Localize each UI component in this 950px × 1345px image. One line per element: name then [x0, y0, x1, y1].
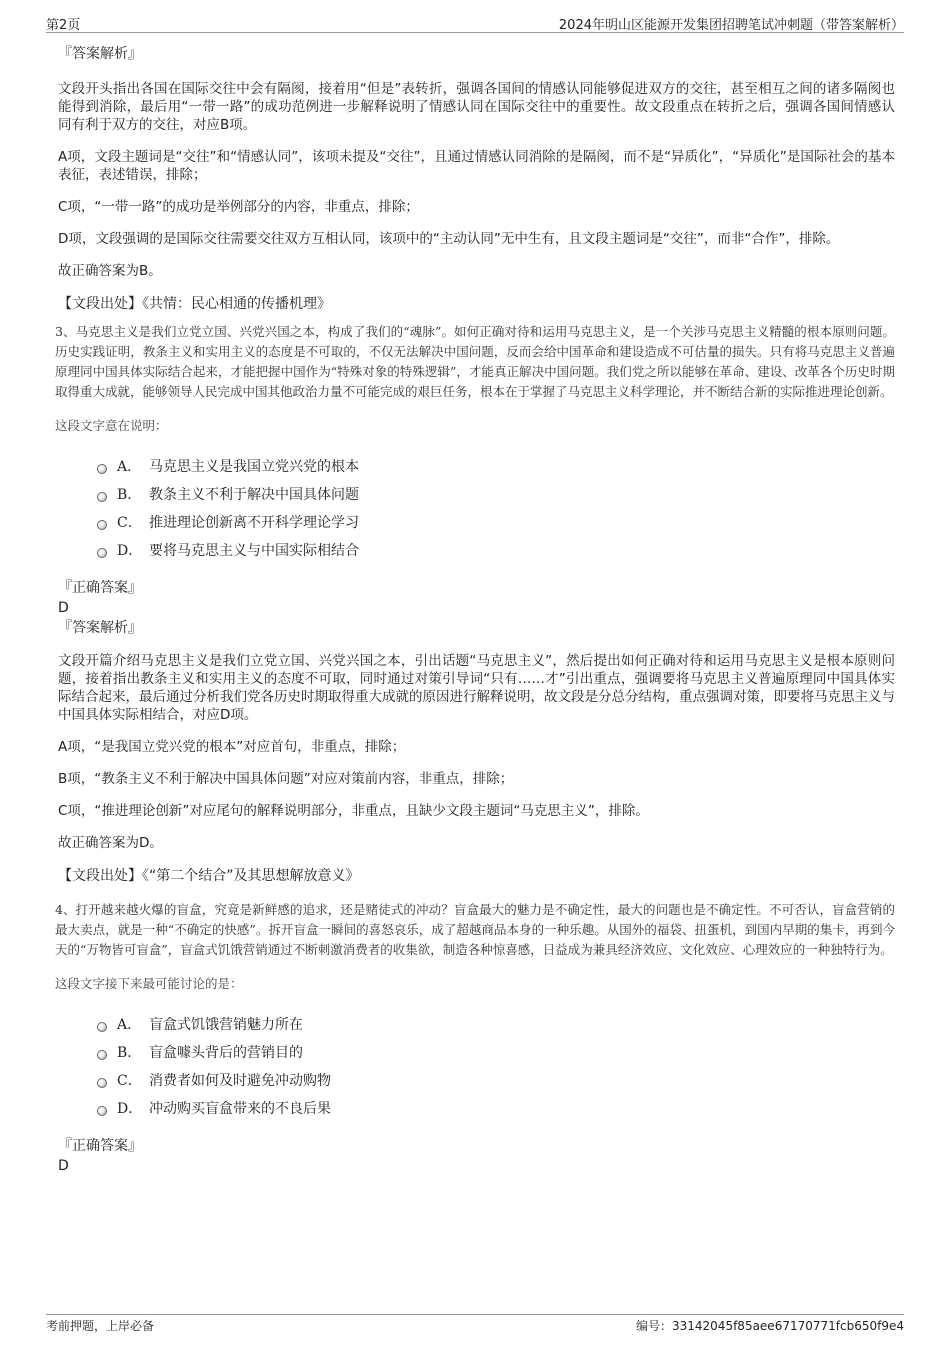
analysis-paragraph: 文段开篇介绍马克思主义是我们立党立国、兴党兴国之本，引出话题“马克思主义”，然后提出如何正确对待和运用马克思主义是根本原则问题，接着指出教条主义和实用主义的态度不可取，同时通过对策引导词“只有……才”引出重点，强调要将马克思主义普遍原理同中国具体实际结合起来，最后通过分析我们党各历史时期取得重大成就的原因进行解释说明，故文段是分总分结构，重点强调对策，即要将马克思主义与中国具体实际相结合，对应D项。 [58, 653, 895, 723]
option-text: 消费者如何及时避免冲动购物 [149, 1073, 331, 1089]
option-key: B． [117, 487, 142, 503]
question-3-text: 3、马克思主义是我们立党立国、兴党兴国之本，构成了我们的“魂脉”。如何正确对待和运用马克思主义，是一个关涉马克思主义精髓的根本原则问题。历史实践证明，教条主义和实用主义的态度是不可取的，不仅无法解决中国问题，反而会给中国革命和建设造成不可估量的损失。只有将马克思主义普遍原理同中国具体实际结合起来，才能把握中国作为“特殊对象的特殊逻辑”，才能真正解决中国问题。我们党之所以能够在革命、建设、改革各个历史时期取得重大成就，能够领导人民完成中国其他政治力量不可能完成的艰巨任务，根本在于掌握了马克思主义科学理论，并不断结合新的实际推进理论创新。 [55, 324, 895, 399]
radio-icon[interactable] [97, 1106, 107, 1116]
option-text: 教条主义不利于解决中国具体问题 [149, 487, 359, 503]
analysis-label: 『答案解析』 [58, 46, 142, 62]
option-key: D． [117, 543, 143, 559]
option-key: A． [117, 1017, 142, 1033]
page-number: 第2页 [46, 18, 81, 33]
option-a[interactable] [97, 452, 895, 480]
analysis-paragraph: 故正确答案为D。 [58, 835, 163, 851]
option-text: 冲动购买盲盒带来的不良后果 [149, 1101, 331, 1117]
option-key: B． [117, 1045, 142, 1061]
question-3-options [97, 452, 895, 564]
radio-icon[interactable] [97, 464, 107, 474]
option-key: C． [117, 1073, 142, 1089]
radio-icon[interactable] [97, 548, 107, 558]
page-footer [46, 1314, 904, 1335]
analysis-paragraph: C项，“一带一路”的成功是举例部分的内容，非重点，排除； [58, 199, 419, 215]
source-citation: 【文段出处】《“第二个结合”及其思想解放意义》 [58, 868, 360, 884]
option-d[interactable] [97, 536, 895, 564]
option-c[interactable] [97, 1066, 895, 1094]
option-key: D． [117, 1101, 143, 1117]
page-header [46, 12, 904, 33]
correct-answer: D [58, 1158, 69, 1174]
question-4-text: 4、打开越来越火爆的盲盒，究竟是新鲜感的追求，还是赌徒式的冲动？盲盒最大的魅力是不确定性，最大的问题也是不确定性。不可否认，盲盒营销的最大卖点，就是一种“不确定的快感”。拆开盲盒一瞬间的喜怒哀乐，成了超越商品本身的一种乐趣。从国外的福袋、扭蛋机，到国内早期的集卡，再到今天的“万物皆可盲盒”，盲盒式饥饿营销通过不断刺激消费者的收集欲，制造各种惊喜感，日益成为兼具经济效应、文化效应、心理效应的一种独特行为。 [55, 902, 895, 957]
analysis-paragraph: 故正确答案为B。 [58, 263, 162, 279]
option-text: 推进理论创新离不开科学理论学习 [149, 515, 359, 531]
option-text: 要将马克思主义与中国实际相结合 [149, 543, 359, 559]
option-d[interactable] [97, 1094, 895, 1122]
option-c[interactable] [97, 508, 895, 536]
analysis-paragraph: D项，文段强调的是国际交往需要交往双方互相认同，该项中的“主动认同”无中生有，且文段主题词是“交往”，而非“合作”，排除。 [58, 231, 840, 247]
option-key: C． [117, 515, 142, 531]
option-key: A． [117, 459, 142, 475]
analysis-paragraph: 文段开头指出各国在国际交往中会有隔阂，接着用“但是”表转折，强调各国间的情感认同能够促进双方的交往，甚至相互之间的诸多隔阂也能得到消除，最后用“一带一路”的成功范例进一步解释说明了情感认同在国际交往中的重要性。故文段重点在转折之后，强调各国间情感认同有利于双方的交往，对应B项。 [58, 81, 895, 133]
analysis-paragraph: A项，“是我国立党兴党的根本”对应首句，非重点，排除； [58, 739, 406, 755]
analysis-label: 『答案解析』 [58, 620, 142, 636]
correct-answer-label: 『正确答案』 [58, 1138, 142, 1154]
question-4-options [97, 1010, 895, 1122]
source-citation: 【文段出处】《共情：民心相通的传播机理》 [58, 296, 331, 312]
analysis-paragraph: B项，“教条主义不利于解决中国具体问题”对应对策前内容，非重点，排除； [58, 771, 514, 787]
document-id: 编号：33142045f85aee67170771fcb650f9e4 [636, 1319, 904, 1333]
option-text: 盲盒式饥饿营销魅力所在 [149, 1017, 303, 1033]
option-b[interactable] [97, 480, 895, 508]
main-content [55, 44, 895, 1176]
correct-answer-label: 『正确答案』 [58, 580, 142, 596]
radio-icon[interactable] [97, 520, 107, 530]
radio-icon[interactable] [97, 1078, 107, 1088]
question-3-prompt: 这段文字意在说明： [55, 418, 168, 433]
question-4-prompt: 这段文字接下来最可能讨论的是： [55, 976, 243, 991]
radio-icon[interactable] [97, 1050, 107, 1060]
option-a[interactable] [97, 1010, 895, 1038]
option-text: 马克思主义是我国立党兴党的根本 [149, 459, 359, 475]
footer-slogan: 考前押题，上岸必备 [46, 1319, 155, 1333]
radio-icon[interactable] [97, 1022, 107, 1032]
radio-icon[interactable] [97, 492, 107, 502]
analysis-paragraph: C项，“推进理论创新”对应尾句的解释说明部分，非重点，且缺少文段主题词“马克思主义”，排除。 [58, 803, 649, 819]
document-title: 2024年明山区能源开发集团招聘笔试冲刺题（带答案解析） [558, 18, 904, 33]
option-b[interactable] [97, 1038, 895, 1066]
correct-answer: D [58, 600, 69, 616]
analysis-paragraph: A项，文段主题词是“交往”和“情感认同”，该项未提及“交往”，且通过情感认同消除的是隔阂，而不是“异质化”，“异质化”是国际社会的基本表征，表述错误，排除； [58, 149, 895, 183]
option-text: 盲盒噱头背后的营销目的 [149, 1045, 303, 1061]
